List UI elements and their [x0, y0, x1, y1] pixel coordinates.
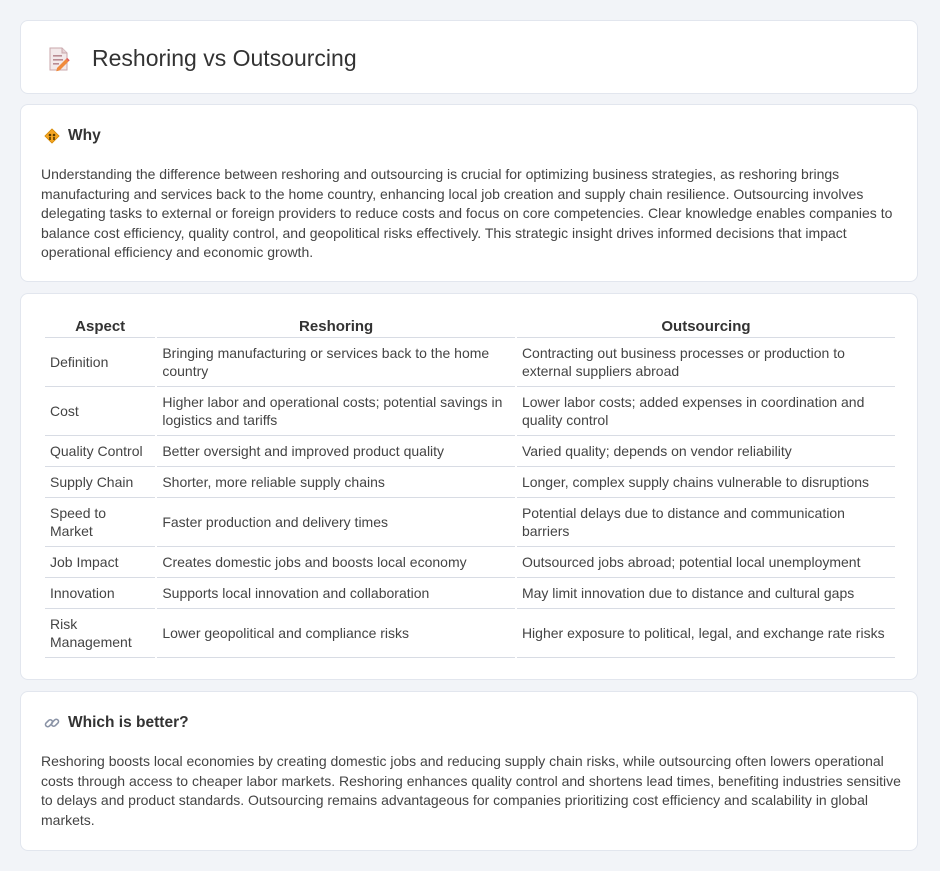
- warning-sign-icon: [43, 127, 61, 145]
- why-header: [43, 127, 101, 145]
- reshoring-cell: Faster production and delivery times: [157, 498, 515, 547]
- outsourcing-cell: Lower labor costs; added expenses in coordination and quality control: [517, 387, 895, 436]
- comparison-table: [43, 316, 897, 658]
- comparison-card: [20, 293, 918, 680]
- link-icon: [43, 714, 61, 732]
- table-row: [45, 387, 895, 436]
- reshoring-cell: Better oversight and improved product quality: [157, 436, 515, 467]
- table-row: [45, 467, 895, 498]
- reshoring-cell: Creates domestic jobs and boosts local economy: [157, 547, 515, 578]
- aspect-cell: Innovation: [45, 578, 155, 609]
- reshoring-cell: Bringing manufacturing or services back to the home country: [157, 338, 515, 387]
- header-outsourcing: Outsourcing: [517, 316, 895, 338]
- title-card: [20, 20, 918, 94]
- better-section: [20, 691, 918, 851]
- better-header: [43, 714, 189, 732]
- aspect-cell: Risk Management: [45, 609, 155, 658]
- page-title: Reshoring vs Outsourcing: [92, 45, 357, 71]
- outsourcing-cell: Longer, complex supply chains vulnerable to disruptions: [517, 467, 895, 498]
- outsourcing-cell: Varied quality; depends on vendor reliability: [517, 436, 895, 467]
- aspect-cell: Supply Chain: [45, 467, 155, 498]
- table-row: [45, 498, 895, 547]
- document-edit-icon: [47, 46, 71, 72]
- reshoring-cell: Lower geopolitical and compliance risks: [157, 609, 515, 658]
- better-text: Reshoring boosts local economies by creating domestic jobs and reducing supply chain risks, while outsourcing often lowers operational costs through access to cheaper labor markets. Reshoring enhances quality control and shortens lead times, benefiting industries sensitive to delays and product standards. Outsourcing remains advantageous for companies prioritizing cost efficiency and scalability in global markets.: [41, 753, 901, 828]
- table-row: [45, 578, 895, 609]
- reshoring-cell: Higher labor and operational costs; potential savings in logistics and tariffs: [157, 387, 515, 436]
- table-header-row: [45, 316, 895, 338]
- aspect-cell: Definition: [45, 338, 155, 387]
- why-text: Understanding the difference between reshoring and outsourcing is crucial for optimizing business strategies, as reshoring brings manufacturing and services back to the home country, enhancing local job creation and supply chain resilience. Outsourcing involves delegating tasks to external or foreign providers to reduce costs and focus on core competencies. Clear knowledge enables companies to balance cost efficiency, quality control, and geopolitical risks effectively. This strategic insight drives informed decisions that impact operational efficiency and economic growth.: [41, 166, 893, 261]
- why-heading: Why: [68, 127, 101, 144]
- table-row: [45, 338, 895, 387]
- aspect-cell: Quality Control: [45, 436, 155, 467]
- outsourcing-cell: Contracting out business processes or production to external suppliers abroad: [517, 338, 895, 387]
- why-section: [20, 104, 918, 282]
- reshoring-cell: Shorter, more reliable supply chains: [157, 467, 515, 498]
- outsourcing-cell: Potential delays due to distance and communication barriers: [517, 498, 895, 547]
- table-row: [45, 547, 895, 578]
- reshoring-cell: Supports local innovation and collaboration: [157, 578, 515, 609]
- aspect-cell: Speed to Market: [45, 498, 155, 547]
- aspect-cell: Job Impact: [45, 547, 155, 578]
- table-row: [45, 609, 895, 658]
- header-aspect: Aspect: [45, 316, 155, 338]
- header-reshoring: Reshoring: [157, 316, 515, 338]
- table-row: [45, 436, 895, 467]
- outsourcing-cell: May limit innovation due to distance and cultural gaps: [517, 578, 895, 609]
- outsourcing-cell: Higher exposure to political, legal, and exchange rate risks: [517, 609, 895, 658]
- aspect-cell: Cost: [45, 387, 155, 436]
- outsourcing-cell: Outsourced jobs abroad; potential local unemployment: [517, 547, 895, 578]
- better-heading: Which is better?: [68, 714, 189, 731]
